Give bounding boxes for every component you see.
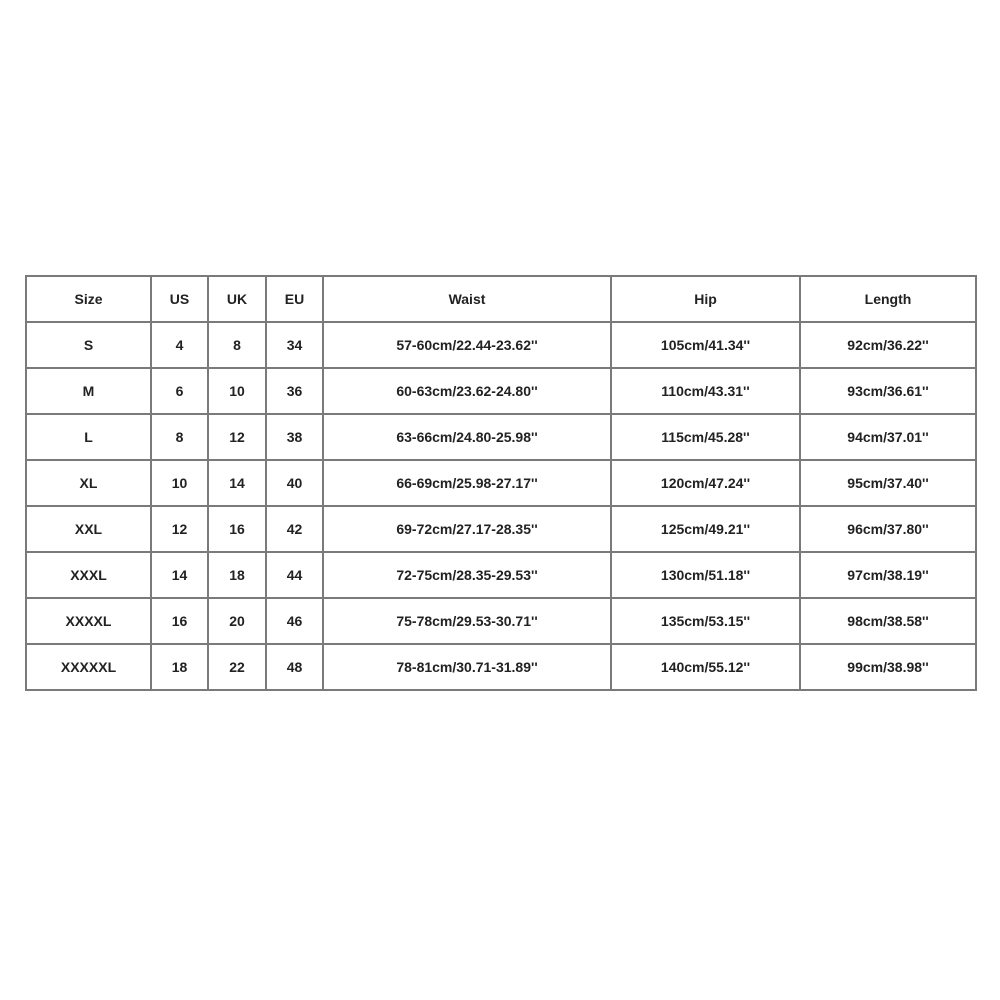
- cell-size: XXL: [26, 506, 151, 552]
- cell-waist: 63-66cm/24.80-25.98'': [323, 414, 611, 460]
- cell-us: 12: [151, 506, 208, 552]
- cell-us: 8: [151, 414, 208, 460]
- cell-eu: 38: [266, 414, 323, 460]
- cell-waist: 75-78cm/29.53-30.71'': [323, 598, 611, 644]
- cell-uk: 22: [208, 644, 266, 690]
- cell-eu: 44: [266, 552, 323, 598]
- table-row: [26, 598, 976, 644]
- cell-eu: 36: [266, 368, 323, 414]
- cell-size: L: [26, 414, 151, 460]
- size-chart-table: [25, 275, 977, 691]
- cell-hip: 105cm/41.34'': [611, 322, 800, 368]
- table-row: [26, 322, 976, 368]
- cell-length: 98cm/38.58'': [800, 598, 976, 644]
- cell-waist: 72-75cm/28.35-29.53'': [323, 552, 611, 598]
- cell-length: 93cm/36.61'': [800, 368, 976, 414]
- cell-us: 4: [151, 322, 208, 368]
- cell-length: 94cm/37.01'': [800, 414, 976, 460]
- table-row: [26, 368, 976, 414]
- cell-size: XXXXXL: [26, 644, 151, 690]
- cell-eu: 46: [266, 598, 323, 644]
- cell-eu: 48: [266, 644, 323, 690]
- cell-uk: 10: [208, 368, 266, 414]
- table-row: [26, 506, 976, 552]
- cell-size: S: [26, 322, 151, 368]
- cell-waist: 66-69cm/25.98-27.17'': [323, 460, 611, 506]
- cell-length: 95cm/37.40'': [800, 460, 976, 506]
- header-us: US: [151, 276, 208, 322]
- cell-hip: 140cm/55.12'': [611, 644, 800, 690]
- cell-hip: 120cm/47.24'': [611, 460, 800, 506]
- cell-waist: 60-63cm/23.62-24.80'': [323, 368, 611, 414]
- header-waist: Waist: [323, 276, 611, 322]
- header-length: Length: [800, 276, 976, 322]
- cell-size: XXXL: [26, 552, 151, 598]
- cell-hip: 115cm/45.28'': [611, 414, 800, 460]
- cell-waist: 78-81cm/30.71-31.89'': [323, 644, 611, 690]
- cell-hip: 125cm/49.21'': [611, 506, 800, 552]
- header-row: [26, 276, 976, 322]
- table-row: [26, 460, 976, 506]
- cell-eu: 34: [266, 322, 323, 368]
- cell-uk: 14: [208, 460, 266, 506]
- cell-uk: 18: [208, 552, 266, 598]
- cell-waist: 57-60cm/22.44-23.62'': [323, 322, 611, 368]
- cell-eu: 40: [266, 460, 323, 506]
- cell-us: 10: [151, 460, 208, 506]
- header-hip: Hip: [611, 276, 800, 322]
- cell-uk: 16: [208, 506, 266, 552]
- cell-size: XXXXL: [26, 598, 151, 644]
- table-row: [26, 552, 976, 598]
- cell-uk: 20: [208, 598, 266, 644]
- header-eu: EU: [266, 276, 323, 322]
- cell-uk: 12: [208, 414, 266, 460]
- table-row: [26, 644, 976, 690]
- cell-hip: 130cm/51.18'': [611, 552, 800, 598]
- cell-waist: 69-72cm/27.17-28.35'': [323, 506, 611, 552]
- cell-us: 14: [151, 552, 208, 598]
- cell-us: 16: [151, 598, 208, 644]
- cell-hip: 110cm/43.31'': [611, 368, 800, 414]
- cell-length: 97cm/38.19'': [800, 552, 976, 598]
- cell-length: 99cm/38.98'': [800, 644, 976, 690]
- header-uk: UK: [208, 276, 266, 322]
- table-row: [26, 414, 976, 460]
- cell-eu: 42: [266, 506, 323, 552]
- cell-uk: 8: [208, 322, 266, 368]
- header-size: Size: [26, 276, 151, 322]
- cell-hip: 135cm/53.15'': [611, 598, 800, 644]
- cell-us: 6: [151, 368, 208, 414]
- cell-length: 96cm/37.80'': [800, 506, 976, 552]
- cell-size: XL: [26, 460, 151, 506]
- cell-size: M: [26, 368, 151, 414]
- cell-length: 92cm/36.22'': [800, 322, 976, 368]
- cell-us: 18: [151, 644, 208, 690]
